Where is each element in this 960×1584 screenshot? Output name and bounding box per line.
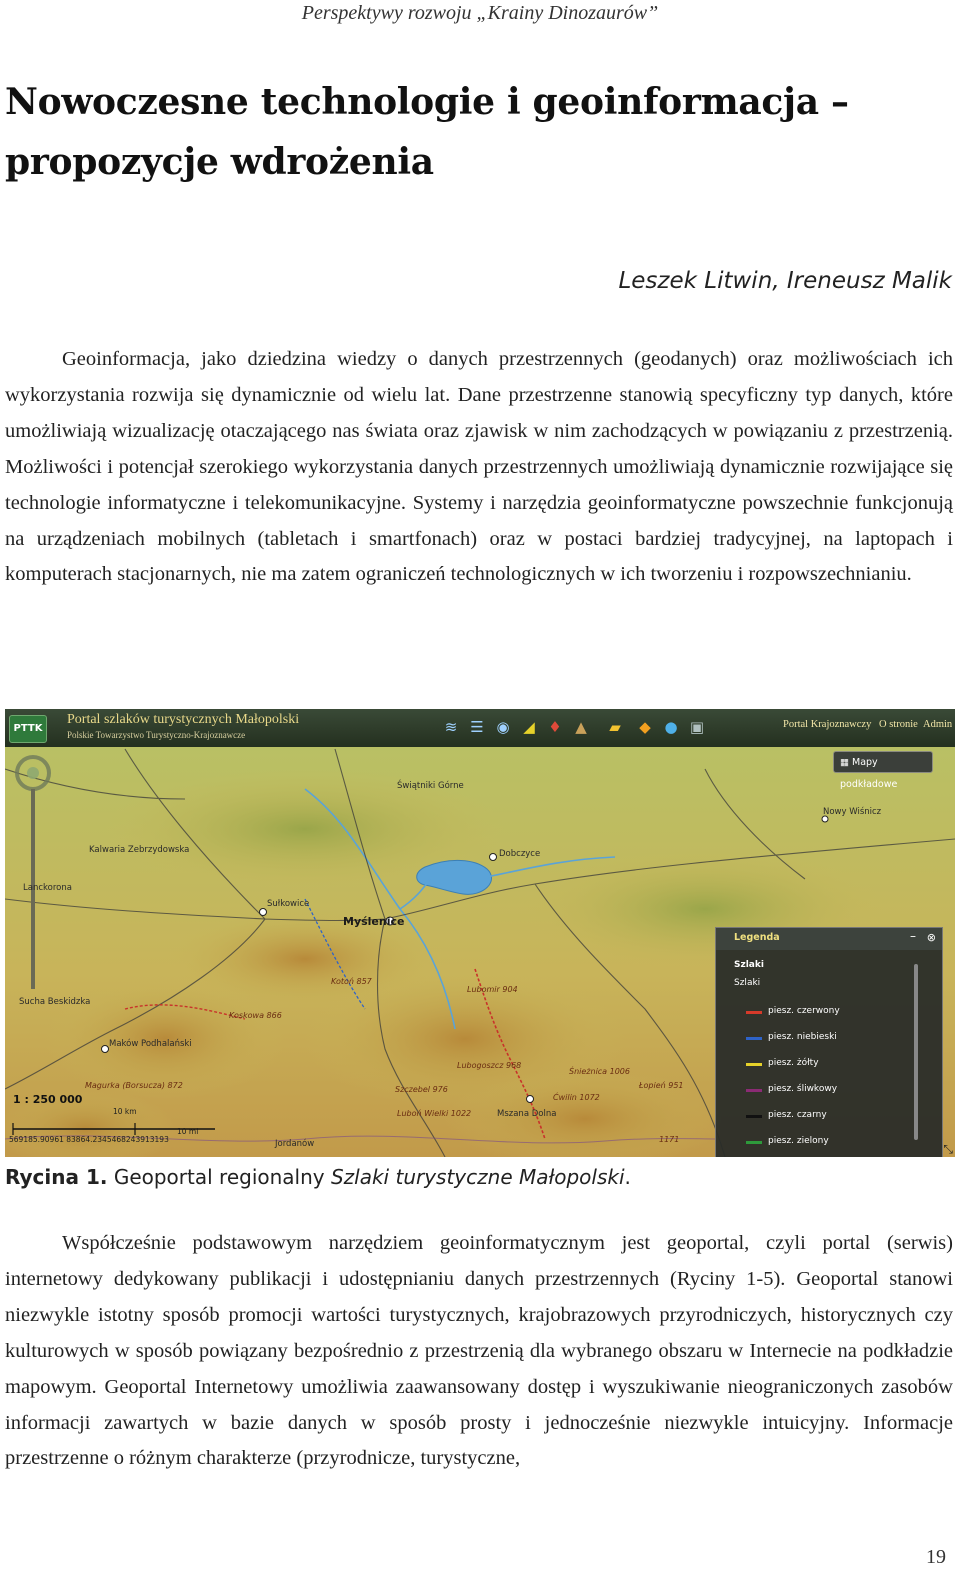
pin-icon[interactable]: ♦: [548, 718, 562, 736]
legend-scrollbar[interactable]: [914, 964, 918, 1140]
portal-title: Portal szlaków turystycznych Małopolski: [67, 712, 300, 727]
legend-item-label: piesz. żółty: [768, 1058, 819, 1068]
peak-label: 1171: [659, 1135, 680, 1144]
pttk-logo: PTTK: [9, 715, 47, 743]
peak-label: Magurka (Borsucza) 872: [85, 1081, 183, 1090]
place-label: Kalwaria Zebrzydowska: [89, 845, 190, 855]
peak-label: Kotoń 857: [331, 977, 372, 986]
world-icon[interactable]: ●: [664, 718, 678, 736]
map-icon: ▦: [840, 757, 852, 768]
page-number: 19: [926, 1546, 946, 1568]
portal-subtitle: Polskie Towarzystwo Turystyczno-Krajoznawcze: [67, 730, 246, 740]
legend-swatch: [746, 1011, 762, 1014]
close-icon[interactable]: ⊗: [926, 931, 936, 944]
place-label: Nowy Wiśnicz: [823, 807, 882, 817]
peak-label: Ćwilin 1072: [553, 1093, 600, 1102]
scale-mi-label: 10 mi: [177, 1127, 199, 1136]
legend-panel: [715, 927, 943, 1157]
legend-swatch: [746, 1089, 762, 1092]
peak-label: Luboń Wielki 1022: [397, 1109, 472, 1118]
legend-item-label: piesz. niebieski: [768, 1032, 837, 1042]
place-label: Dobczyce: [499, 849, 541, 859]
cursor-coordinates: 569185.90961 83864.2345468243913193: [9, 1135, 169, 1144]
place-label: Świątniki Górne: [397, 781, 464, 791]
figure-caption: [5, 1165, 631, 1189]
globe-icon[interactable]: ◉: [496, 718, 510, 736]
place-label: Myślenice: [343, 915, 405, 928]
legend-group: Szlaki: [734, 960, 764, 970]
legend-title: Legenda: [734, 932, 780, 943]
resize-handle-icon[interactable]: ⤡: [943, 1142, 953, 1156]
caption-label: Rycina 1.: [5, 1165, 108, 1189]
photo-icon[interactable]: ▲: [575, 718, 587, 736]
intro-paragraph: Geoinformacja, jako dziedzina wiedzy o danych przestrzennych (geodanych) oraz możliwościach ich wykorzystania rozwija się dynamicznie od wielu lat. Dane przestrzenne stanowią specyficzny typ danych, które umożliwiają wizualizację otaczającego nas świata oraz zjawisk w nim zachodzących w powiązaniu z przestrzenią. Możliwości i potencjał szerokiego wykorzystania danych przestrzennych umożliwiają dynamicznie rozwijające się technologie informatyczne i telekomunikacyjne. Systemy i narzędzia geoinformatyczne powszechnie funkcjonują na urządzeniach mobilnych (tabletach i smartfonach) oraz w postaci bardziej tradycyjnej, na laptopach i komputerach stacjonarnych, nie ma zatem ograniczeń technologicznych w ich tworzeniu i rozpowszechnianiu.: [5, 348, 953, 586]
legend-subgroup: Szlaki: [734, 978, 761, 988]
legend-swatch: [746, 1141, 762, 1144]
body-paragraph: Współcześnie podstawowym narzędziem geoinformatycznym jest geoportal, czyli portal (serwis) internetowy dedykowany publikacji i udostępnianiu danych przestrzennych (Ryciny 1-5). Geoportal stanowi niezwykle istotny sposób promocji wartości turystycznych, krajobrazowych przyrodniczych, historycznych czy kulturowych w sposób powiązany bezpośrednio z przestrzenią dla wybranego obszaru w Internecie na podkładzie mapowym. Geoportal Internetowy umożliwia zaawansowany dostęp i wyszukiwanie nieograniczonych zasobów informacji zawartych w bazie danych w sposób prosty i jednocześnie niezwykle intuicyjny. Informacje przestrzenne o różnym charakterze (przyrodnicze, turystyczne,: [5, 1232, 953, 1470]
legend-swatch: [746, 1115, 762, 1118]
place-label: Sułkowice: [267, 899, 310, 909]
legend-swatch: [746, 1037, 762, 1040]
legend-item-label: piesz. czarny: [768, 1110, 827, 1120]
place-label: Maków Podhalański: [109, 1039, 192, 1049]
basemap-label: Mapy podkładowe: [840, 757, 898, 790]
list-icon[interactable]: ☰: [470, 718, 484, 736]
article-authors: Leszek Litwin, Ireneusz Malik: [618, 268, 952, 294]
map-scale: 1 : 250 000: [13, 1093, 83, 1106]
layers-icon[interactable]: ≋: [444, 718, 458, 736]
peak-label: Łopień 951: [639, 1081, 684, 1090]
peak-label: Koskowa 866: [229, 1011, 282, 1020]
peak-label: Szczebel 976: [395, 1085, 448, 1094]
minimize-icon[interactable]: –: [910, 929, 916, 943]
nav-portal-krajoznawczy[interactable]: Portal Krajoznawczy: [783, 719, 872, 730]
legend-item-label: piesz. śliwkowy: [768, 1084, 838, 1094]
measure-icon[interactable]: ◢: [523, 718, 535, 736]
caption-italic: Szlaki turystyczne Małopolski: [330, 1165, 625, 1189]
geoportal-screenshot-figure: [5, 709, 955, 1157]
pan-center: [27, 767, 39, 779]
legend-swatch: [746, 1063, 762, 1066]
folder-icon[interactable]: ▰: [609, 718, 621, 736]
peak-label: Lubogoszcz 968: [457, 1061, 522, 1070]
scale-km-label: 10 km: [113, 1107, 137, 1116]
caption-text: Geoportal regionalny: [107, 1165, 331, 1189]
basemap-button[interactable]: [833, 751, 933, 790]
warning-icon[interactable]: ◆: [639, 718, 651, 736]
place-label: Mszana Dolna: [497, 1109, 557, 1119]
peak-label: Lubomir 904: [467, 985, 518, 994]
legend-item-label: piesz. zielony: [768, 1136, 829, 1146]
running-header: Perspektywy rozwoju „Krainy Dinozaurów”: [301, 2, 659, 24]
place-label: Lanckorona: [23, 883, 72, 893]
article-title: Nowoczesne technologie i geoinformacja – propozycje wdrożenia: [5, 81, 849, 183]
legend-item-label: piesz. czerwony: [768, 1006, 840, 1016]
portal-header-bar: [5, 709, 955, 747]
peak-label: Śnieżnica 1006: [569, 1067, 630, 1076]
legend-header: [716, 928, 942, 950]
place-label: Jordanów: [275, 1139, 315, 1149]
print-icon[interactable]: ▣: [689, 718, 705, 736]
caption-end: .: [624, 1165, 631, 1189]
nav-o-stronie[interactable]: O stronie: [879, 719, 918, 730]
nav-admin[interactable]: Admin: [923, 719, 953, 730]
place-label: Sucha Beskidzka: [19, 997, 91, 1007]
